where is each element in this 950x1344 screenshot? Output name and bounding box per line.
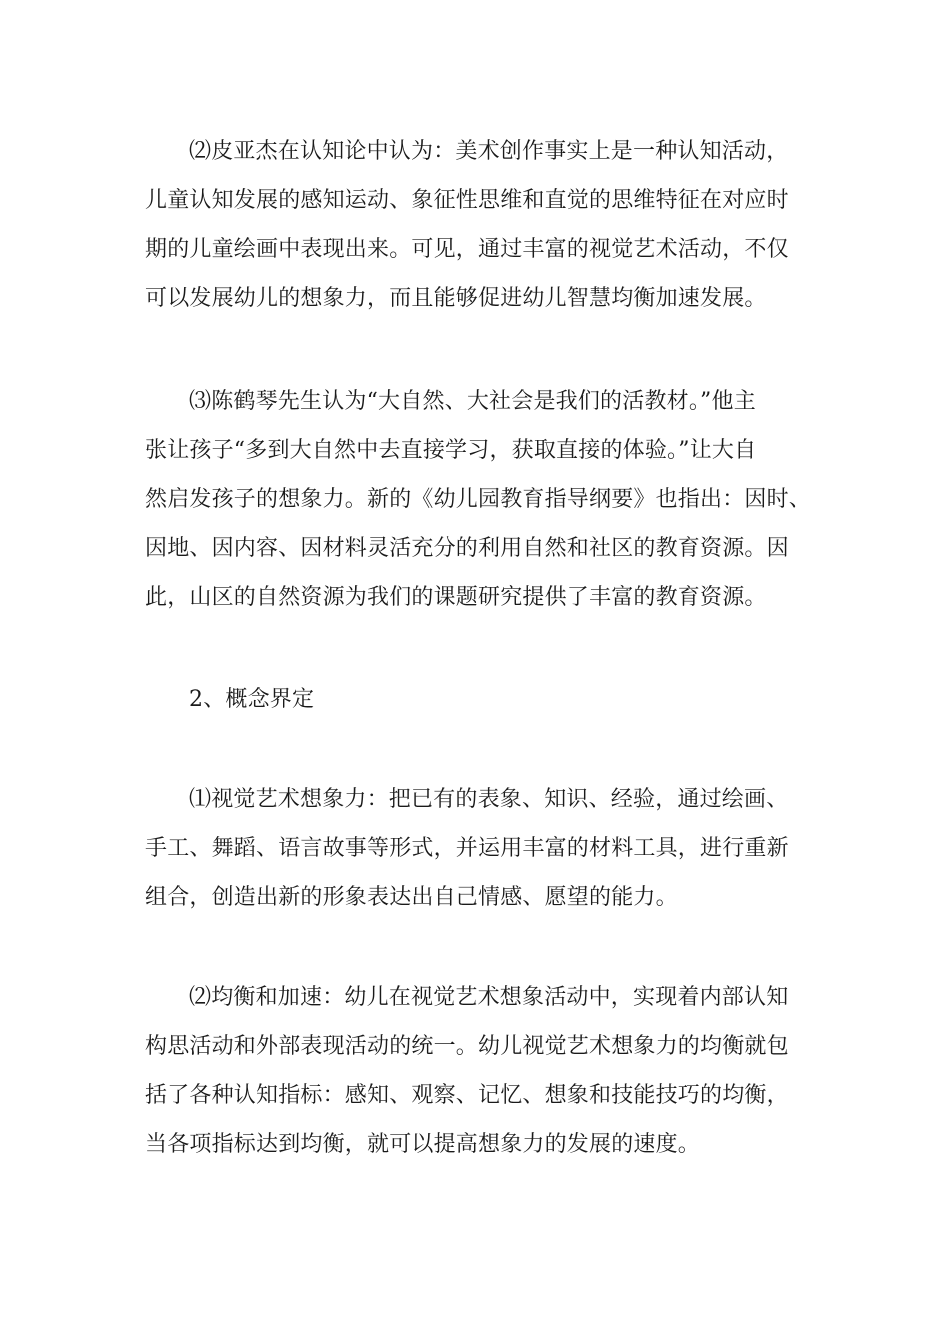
paragraph-definition-imagination: [145, 775, 835, 922]
paragraph-line: 张让孩子“多到大自然中去直接学习，获取直接的体验。”让大自: [145, 438, 757, 463]
paragraph-line: 可以发展幼儿的想象力，而且能够促进幼儿智慧均衡加速发展。: [145, 286, 767, 311]
paragraph-piaget: [145, 127, 835, 323]
paragraph-line: 此，山区的自然资源为我们的课题研究提供了丰富的教育资源。: [145, 585, 767, 610]
paragraph-line: 构思活动和外部表现活动的统一。幼儿视觉艺术想象力的均衡就包: [145, 1034, 789, 1059]
paragraph-line: ⑴视觉艺术想象力：把已有的表象、知识、经验，通过绘画、: [189, 787, 789, 812]
paragraph-line: 期的儿童绘画中表现出来。可见，通过丰富的视觉艺术活动，不仅: [145, 237, 789, 262]
paragraph-definition-balance: [145, 973, 835, 1169]
paragraph-line: ⑶陈鹤琴先生认为“大自然、大社会是我们的活教材。”他主: [189, 389, 756, 414]
paragraph-line: 括了各种认知指标：感知、观察、记忆、想象和技能技巧的均衡，: [145, 1083, 789, 1108]
paragraph-line: 因地、因内容、因材料灵活充分的利用自然和社区的教育资源。因: [145, 536, 789, 561]
paragraph-line: ⑵皮亚杰在认知论中认为：美术创作事实上是一种认知活动，: [189, 139, 789, 164]
section-heading-text: 2、概念界定: [189, 687, 315, 712]
section-heading: [145, 675, 835, 724]
paragraph-line: 然启发孩子的想象力。新的《幼儿园教育指导纲要》也指出：因时、: [145, 487, 812, 512]
paragraph-line: 儿童认知发展的感知运动、象征性思维和直觉的思维特征在对应时: [145, 188, 789, 213]
paragraph-line: ⑵均衡和加速：幼儿在视觉艺术想象活动中，实现着内部认知: [189, 985, 789, 1010]
paragraph-line: 组合，创造出新的形象表达出自己情感、愿望的能力。: [145, 885, 678, 910]
paragraph-chen-heqin: [145, 377, 835, 622]
paragraph-line: 当各项指标达到均衡，就可以提高想象力的发展的速度。: [145, 1132, 701, 1157]
paragraph-line: 手工、舞蹈、语言故事等形式，并运用丰富的材料工具，进行重新: [145, 836, 789, 861]
